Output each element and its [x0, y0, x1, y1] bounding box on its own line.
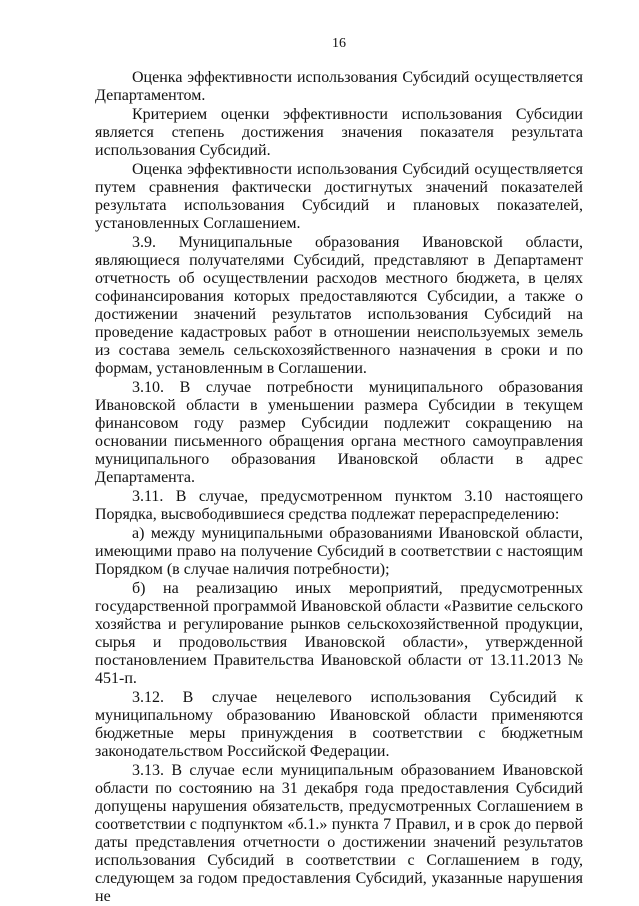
- paragraph-3-13: 3.13. В случае если муниципальным образованием Ивановской области по состоянию на 31 декабря года предоставления Субсидий допущены нарушения обязательств, предусмотренных Соглашением в соответствии с подпунктом «б.1.» пункта 7 Правил, и в срок до первой даты представления отчетности о достижении значений результатов использования Субсидий в соответствии с Соглашением в году, следующем за годом предоставления Субсидий, указанные нарушения не: [95, 762, 583, 905]
- paragraph-efficiency-criterion: Критерием оценки эффективности использования Субсидии является степень достижения значения показателя результата использования Субсидий.: [95, 106, 583, 159]
- paragraph-efficiency-method: Оценка эффективности использования Субсидий осуществляется путем сравнения фактически достигнутых значений показателей результата использования Субсидий и плановых показателей, установленных Соглашением.: [95, 161, 583, 232]
- paragraph-3-9: 3.9. Муниципальные образования Ивановской области, являющиеся получателями Субсидий, представляют в Департамент отчетность об осуществлении расходов местного бюджета, в целях софинансирования которых предоставляются Субсидии, а также о достижении значений результатов использования Субсидий на проведение кадастровых работ в отношении неиспользуемых земель из состава земель сельскохозяйственного назначения в сроки и по формам, установленным в Соглашении.: [95, 234, 583, 377]
- paragraph-3-11-a: а) между муниципальными образованиями Ивановской области, имеющими право на получение Субсидий в соответствии с настоящим Порядком (в случае наличия потребности);: [95, 525, 583, 578]
- paragraph-3-10: 3.10. В случае потребности муниципального образования Ивановской области в уменьшении размера Субсидии в текущем финансовом году размер Субсидии подлежит сокращению на основании письменного обращения органа местного самоуправления муниципального образования Ивановской области в адрес Департамента.: [95, 379, 583, 486]
- paragraph-efficiency-assessment: Оценка эффективности использования Субсидий осуществляется Департаментом.: [95, 69, 583, 104]
- paragraph-3-11-b: б) на реализацию иных мероприятий, предусмотренных государственной программой Ивановской области «Развитие сельского хозяйства и регулирование рынков сельскохозяйственной продукции, сырья и продовольствия Ивановской области», утвержденной постановлением Правительства Ивановской области от 13.11.2013 № 451-п.: [95, 580, 583, 687]
- paragraph-3-12: 3.12. В случае нецелевого использования Субсидий к муниципальному образованию Ивановской области применяются бюджетные меры принуждения в соответствии с бюджетным законодательством Российской Федерации.: [95, 689, 583, 760]
- page-number: 16: [332, 36, 346, 51]
- paragraph-3-11: 3.11. В случае, предусмотренном пунктом 3.10 настоящего Порядка, высвободившиеся средства подлежат перераспределению:: [95, 488, 583, 523]
